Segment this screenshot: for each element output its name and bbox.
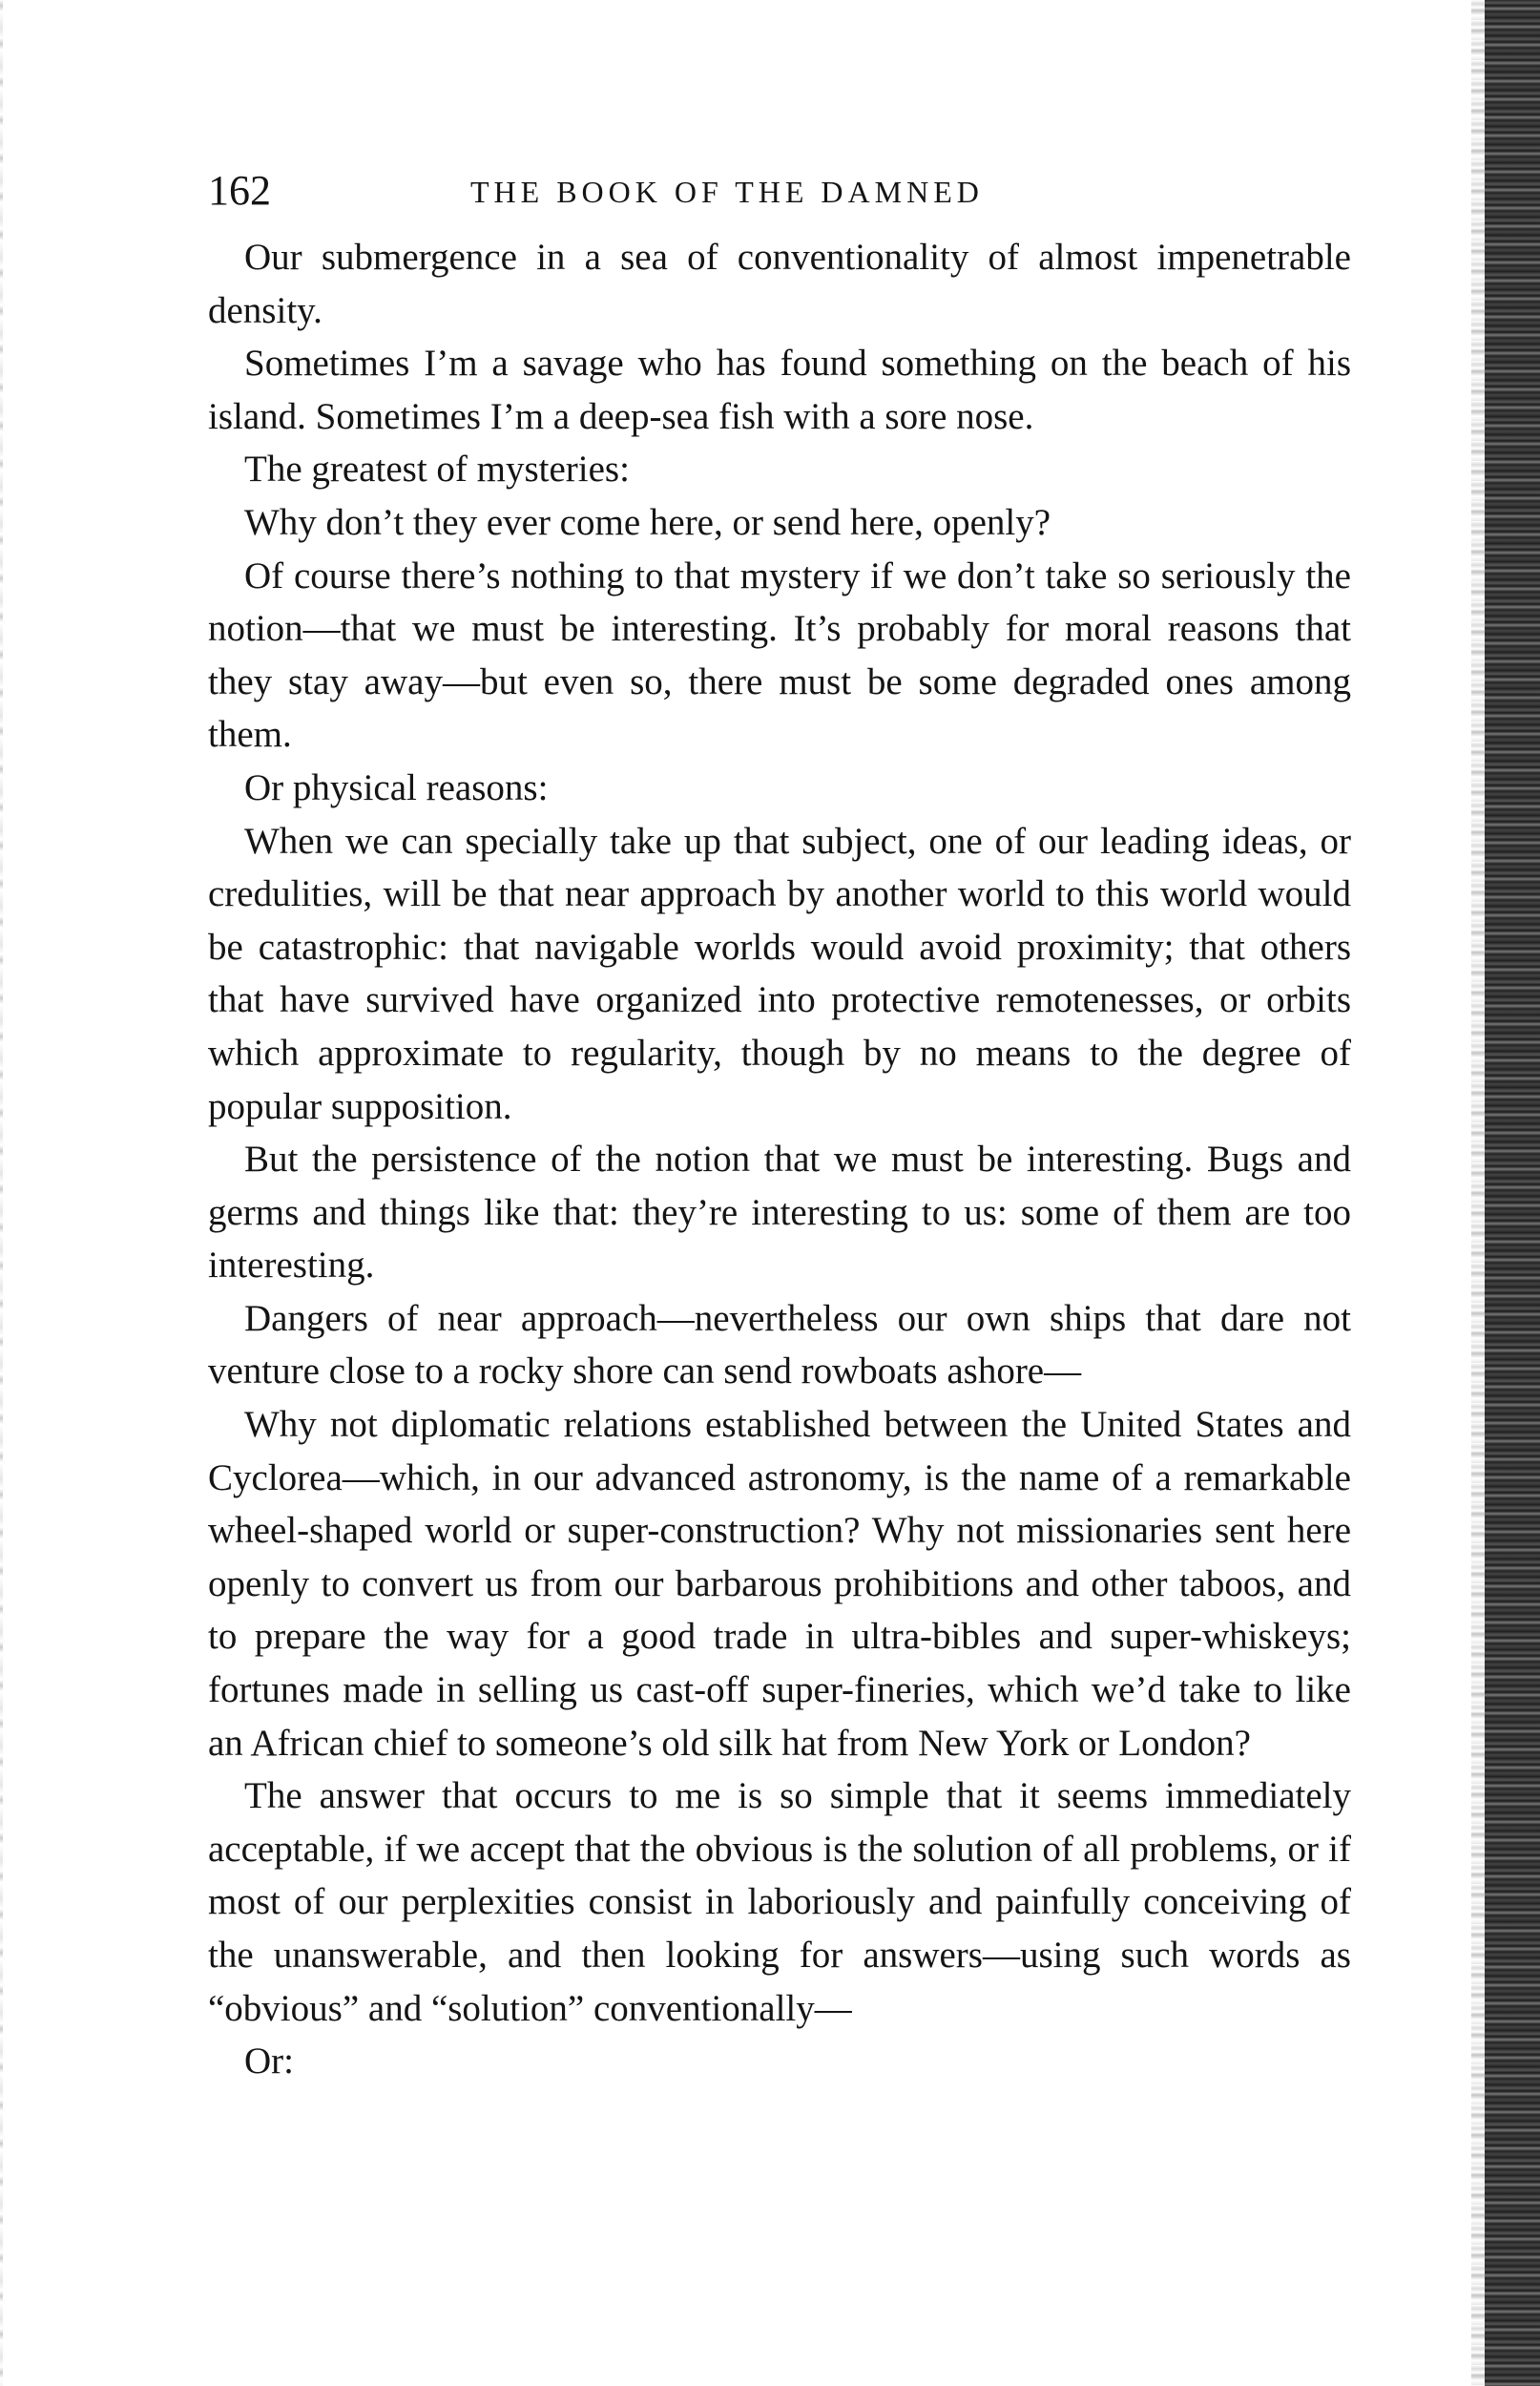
paragraph: But the persistence of the notion that we must be interesting. Bugs and germs and things like that: they’re interesting to us: some of them are too interesting. (208, 1139, 1351, 1287)
paragraph: Of course there’s nothing to that mystery if we don’t take so seriously the notion—that we must be interesting. It’s probably for moral reasons that they stay away—but even so, there must be some degraded ones among them. (208, 555, 1351, 756)
paragraph: Or: (244, 2041, 294, 2083)
body-text (208, 231, 1351, 2088)
page-gutter-shadow (0, 0, 3, 2386)
paragraph: When we can specially take up that subject, one of our leading ideas, or credulities, will be that near approach by another world to this world would be catastrophic: that navigable worlds would avoid proximity; that others that have survived have organized into protective remotenesses, or orbits which approximate to regularity, though by no means to the degree of popular supposition. (208, 820, 1351, 1127)
paragraph: Dangers of near approach—nevertheless our own ships that dare not venture close to a rocky shore can send rowboats ashore— (208, 1297, 1351, 1392)
paragraph: Why not diplomatic relations established between the United States and Cyclorea—which, in our advanced astronomy, is the name of a remarkable wheel-shaped world or super-construction? Why not missionaries sent here openly to convert us from our barbarous prohibitions and other taboos, and to prepare the way for a good trade in ultra-bibles and super-whiskeys; fortunes made in selling us cast-off super-fineries, which we’d take to like an African chief to someone’s old silk hat from New York or London? (208, 1404, 1351, 1764)
paragraph: Our submergence in a sea of conventionality of almost impenetrable density. (208, 237, 1351, 331)
page-header (208, 162, 1382, 229)
paragraph: The answer that occurs to me is so simple that it seems immediately acceptable, if we accept that the obvious is the solution of all problems, or if most of our perplexities consist in laboriously and painfully conceiving of the unanswerable, and then looking for answers—using such words as “obvious” and “solution” conventionally— (208, 1775, 1351, 2029)
page-edge-shadow (1471, 0, 1485, 2386)
paragraph: Sometimes I’m a savage who has found something on the beach of his island. Sometimes I’m a deep-sea fish with a sore nose. (208, 343, 1351, 437)
running-head: THE BOOK OF THE DAMNED (470, 175, 984, 209)
book-spine-shadow (1485, 0, 1540, 2386)
page-number: 162 (208, 167, 271, 214)
paragraph: The greatest of mysteries: (244, 449, 630, 491)
paragraph: Or physical reasons: (244, 766, 549, 808)
paragraph: Why don’t they ever come here, or send here, openly? (244, 501, 1051, 543)
